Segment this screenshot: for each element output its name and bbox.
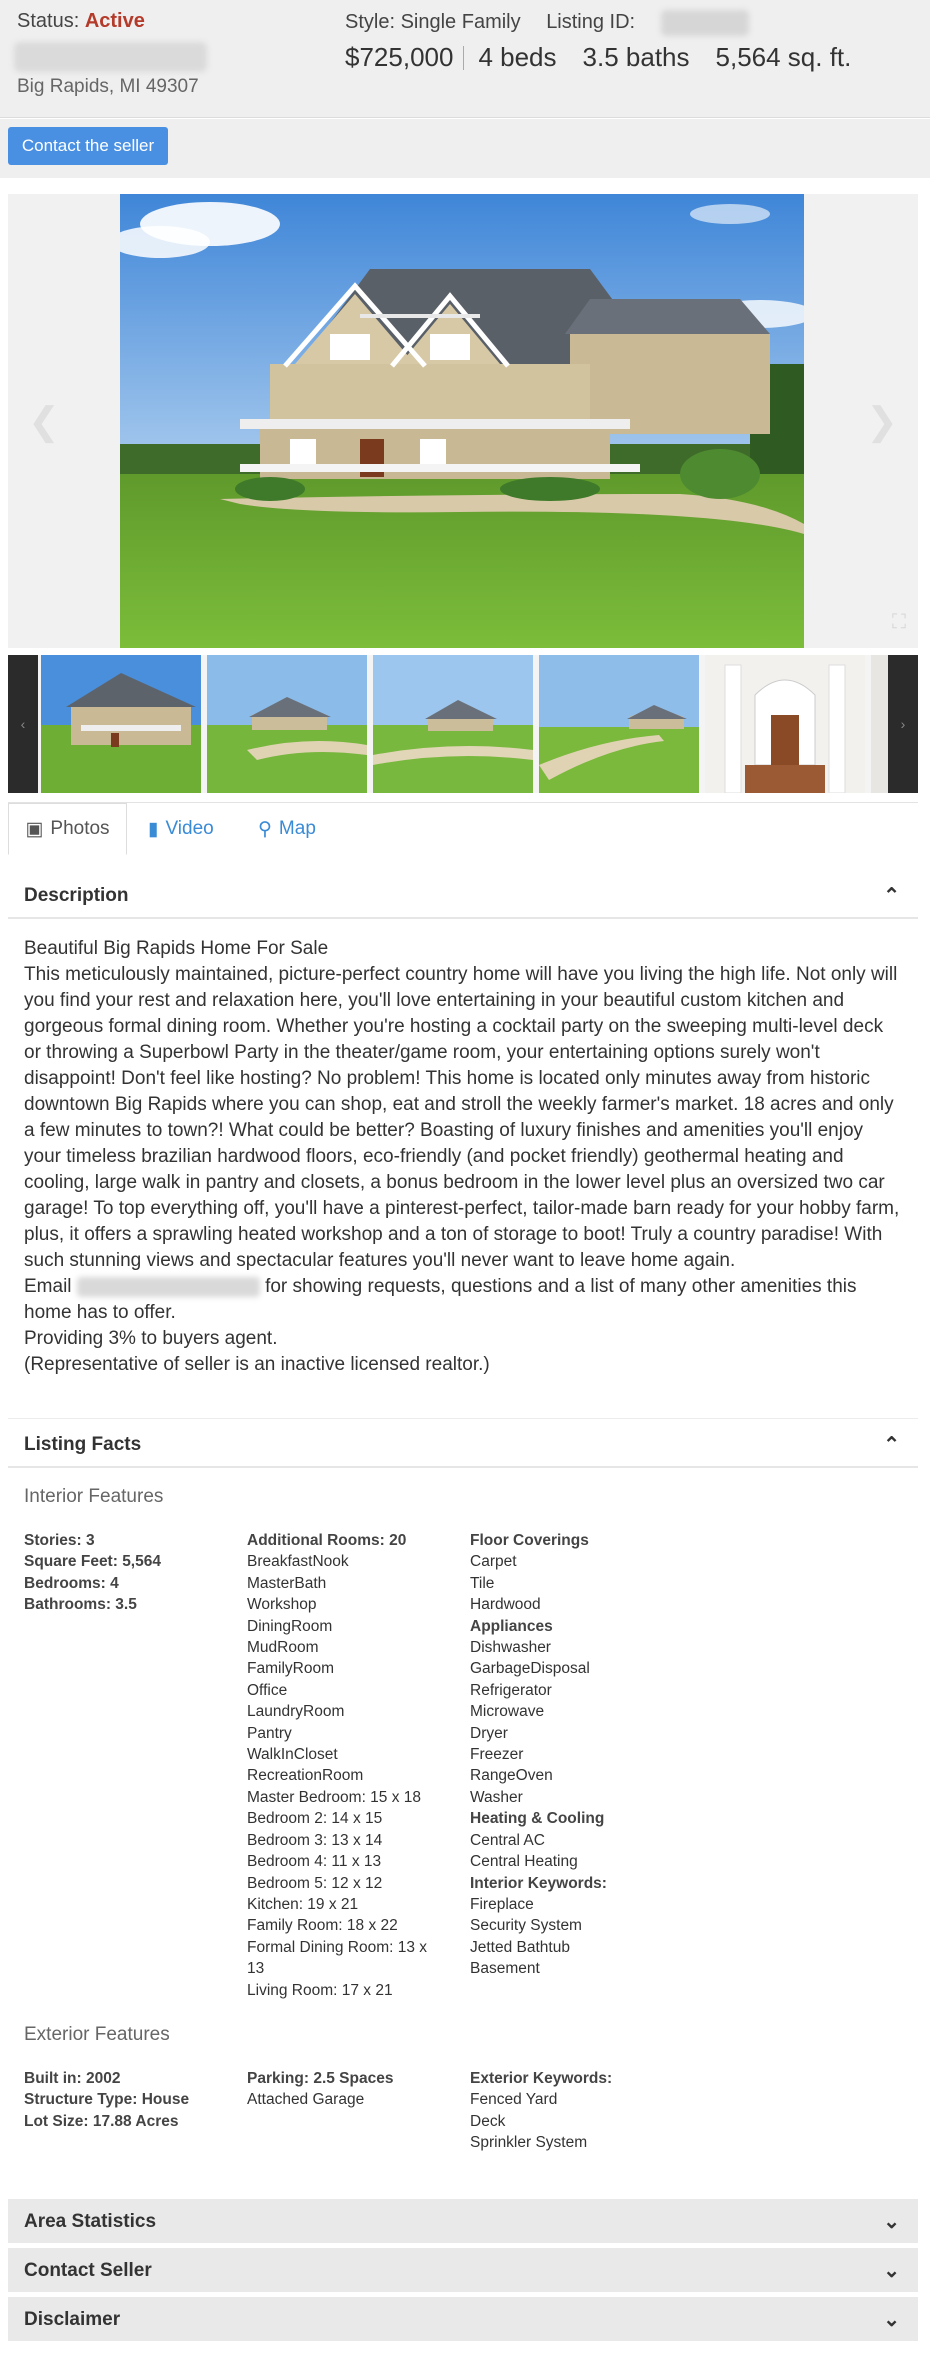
email-suffix: for showing requests, questions and a list of many other amenities this home has to offer.: [24, 1276, 857, 1323]
thumbnail-1[interactable]: [41, 655, 201, 793]
thumbnail-4[interactable]: [539, 655, 699, 793]
status-label: Status:: [17, 10, 80, 32]
appliance-item: Freezer: [470, 1746, 524, 1764]
description-body: [24, 936, 904, 1378]
interior-keyword-item: Jetted Bathtub: [470, 1938, 570, 1956]
status-value: Active: [84, 10, 145, 32]
section-title: Description: [24, 885, 129, 906]
appliance-item: RangeOven: [470, 1767, 553, 1785]
contact-seller-header[interactable]: [8, 2248, 918, 2292]
chevron-up-icon[interactable]: ⌃: [883, 1434, 900, 1456]
built-in: Built in: 2002: [24, 2070, 121, 2087]
floor-item: Carpet: [470, 1553, 517, 1571]
floor-item: Hardwood: [470, 1596, 541, 1614]
fullscreen-icon[interactable]: ⛶: [892, 611, 906, 633]
thumbnail-strip: [8, 655, 918, 793]
city-line: Big Rapids, MI 49307: [17, 76, 199, 97]
appliance-item: Washer: [470, 1788, 523, 1806]
bedrooms: Bedrooms: 4: [24, 1574, 119, 1592]
stories: Stories: 3: [24, 1532, 95, 1549]
contact-seller-button[interactable]: Contact the seller: [8, 127, 168, 165]
heating-cooling-item: Central Heating: [470, 1853, 578, 1871]
room-item: Workshop: [247, 1596, 317, 1614]
room-item: 13: [247, 1960, 265, 1978]
thumbnail-5[interactable]: [705, 655, 865, 793]
room-item: Bedroom 2: 14 x 15: [247, 1810, 383, 1828]
room-item: Bedroom 5: 12 x 12: [247, 1874, 383, 1892]
bathrooms: Bathrooms: 3.5: [24, 1596, 137, 1614]
room-item: Office: [247, 1681, 288, 1699]
square-feet: Square Feet: 5,564: [24, 1553, 161, 1571]
appliance-item: GarbageDisposal: [470, 1660, 590, 1678]
price: $725,000: [345, 42, 454, 72]
tab-video[interactable]: [148, 803, 214, 855]
status: [17, 10, 145, 33]
tab-video-label: Video: [165, 818, 214, 839]
room-item: Pantry: [247, 1724, 292, 1742]
thumbnail-image: [373, 655, 533, 793]
thumbnail-image: [207, 655, 367, 793]
tab-photos[interactable]: [8, 803, 127, 855]
tab-photos-label: Photos: [50, 818, 110, 839]
listing-facts-header[interactable]: [8, 1422, 918, 1468]
structure-type: Structure Type: House: [24, 2091, 190, 2109]
room-item: Bedroom 3: 13 x 14: [247, 1831, 383, 1849]
room-item: MasterBath: [247, 1574, 327, 1592]
disclaimer-header[interactable]: [8, 2297, 918, 2341]
room-item: Formal Dining Room: 13 x: [247, 1938, 428, 1956]
representative-line: (Representative of seller is an inactive licensed realtor.): [24, 1354, 490, 1375]
interior-keyword-item: Fireplace: [470, 1895, 534, 1913]
house-photo: [120, 194, 804, 648]
room-item: Living Room: 17 x 21: [247, 1981, 393, 1999]
appliance-item: Microwave: [470, 1703, 545, 1721]
room-item: DiningRoom: [247, 1617, 333, 1635]
room-item: BreakfastNook: [247, 1553, 349, 1571]
interior-features-heading: Interior Features: [24, 1486, 164, 1507]
tab-map[interactable]: [258, 803, 316, 855]
description-email-line: [24, 1274, 904, 1326]
exterior-keyword-item: Sprinkler System: [470, 2134, 588, 2152]
floor-coverings-heading: Floor Coverings: [470, 1532, 589, 1549]
interior-keywords-heading: Interior Keywords:: [470, 1874, 607, 1892]
lot-size: Lot Size: 17.88 Acres: [24, 2112, 179, 2130]
exterior-keywords: [470, 2068, 612, 2154]
redacted-address: [14, 42, 207, 72]
interior-details: [470, 1530, 607, 1980]
parking-item: Attached Garage: [247, 2091, 365, 2109]
interior-basics: [24, 1530, 161, 1616]
exterior-keyword-item: Fenced Yard: [470, 2091, 558, 2109]
appliance-item: Dishwasher: [470, 1639, 551, 1657]
previous-photo-arrow-icon[interactable]: ❮: [28, 401, 60, 443]
buyers-agent-line: Providing 3% to buyers agent.: [24, 1328, 278, 1349]
listing-id-label: Listing ID:: [546, 11, 636, 34]
room-item: LaundryRoom: [247, 1703, 345, 1721]
thumbnail-image: [41, 655, 201, 793]
exterior-keyword-item: Deck: [470, 2112, 506, 2130]
section-divider: [8, 1418, 918, 1419]
listing-header: [0, 0, 930, 118]
media-tabs: [8, 802, 918, 854]
parking-heading: Parking: 2.5 Spaces: [247, 2070, 394, 2087]
room-item: FamilyRoom: [247, 1660, 334, 1678]
image-icon: ▣: [25, 818, 44, 840]
email-prefix: Email: [24, 1276, 72, 1297]
section-title: Contact Seller: [24, 2260, 152, 2281]
interior-keyword-item: Security System: [470, 1917, 582, 1935]
baths: 3.5 baths: [582, 42, 690, 72]
description-title: Beautiful Big Rapids Home For Sale: [24, 938, 329, 959]
room-item: WalkInCloset: [247, 1746, 338, 1764]
thumbnail-2[interactable]: [207, 655, 367, 793]
thumbnail-image: [539, 655, 699, 793]
square-feet: 5,564 sq. ft.: [715, 42, 852, 72]
chevron-down-icon[interactable]: ⌄: [883, 2260, 900, 2282]
room-item: RecreationRoom: [247, 1767, 364, 1785]
section-title: Disclaimer: [24, 2309, 121, 2330]
heating-cooling-item: Central AC: [470, 1831, 545, 1849]
meta-line: [345, 10, 769, 36]
section-title: Area Statistics: [24, 2211, 157, 2232]
heating-cooling-heading: Heating & Cooling: [470, 1810, 605, 1828]
chevron-down-icon[interactable]: ⌄: [883, 2211, 900, 2233]
additional-rooms-heading: Additional Rooms: 20: [247, 1532, 407, 1549]
exterior-keywords-heading: Exterior Keywords:: [470, 2070, 613, 2087]
thumbnail-3[interactable]: [373, 655, 533, 793]
room-item: Master Bedroom: 15 x 18: [247, 1788, 422, 1806]
chevron-down-icon[interactable]: ⌄: [883, 2309, 900, 2331]
redacted-listing-id: [661, 10, 749, 36]
next-photo-arrow-icon[interactable]: ❯: [866, 401, 898, 443]
exterior-basics: [24, 2068, 189, 2132]
area-statistics-header[interactable]: [8, 2199, 918, 2243]
appliances-heading: Appliances: [470, 1617, 553, 1635]
chevron-up-icon[interactable]: ⌃: [883, 885, 900, 907]
interior-keyword-item: Basement: [470, 1960, 540, 1978]
beds: 4 beds: [478, 42, 557, 72]
tab-map-label: Map: [278, 818, 316, 839]
thumbnail-image: [705, 655, 865, 793]
contact-bar: [0, 119, 930, 178]
style-text: Style: Single Family: [345, 11, 521, 34]
parking: [247, 2068, 393, 2111]
photo-gallery: [8, 194, 918, 648]
floor-item: Tile: [470, 1574, 495, 1592]
thumbnail-prev-icon[interactable]: ‹: [8, 655, 38, 793]
redacted-email: [77, 1277, 260, 1297]
room-item: Bedroom 4: 11 x 13: [247, 1853, 382, 1871]
thumbnail-image: [871, 655, 888, 793]
room-item: Family Room: 18 x 22: [247, 1917, 398, 1935]
room-item: Kitchen: 19 x 21: [247, 1895, 359, 1913]
description-text: This meticulously maintained, picture-perfect country home will have you living the high life. Not only will you find your rest and relaxation here, you'll love entertaining in your beautiful custom kitchen and gorgeous formal dining room. Whether you're hosting a cocktail party on the sweeping multi-level deck or throwing a Superbowl Party in the theater/game room, your entertaining options surely won't disappoint! Don't feel like hosting? No problem! This home is located only minutes away from historic downtown Big Rapids where you can shop, eat and stroll the weekly farmer's market. 18 acres and only a few minutes to town?! What could be better? Boasting of luxury finishes and amenities you'll enjoy your timeless brazilian hardwood floors, eco-friendly (and pocket friendly) geothermal heating and cooling, large walk in pantry and closets, a bonus bedroom in the lower level plus an oversized two car garage! To top everything off, you'll have a pinterest-perfect, tailor-made barn ready for your hobby farm, plus, it offers a sprawling heated workshop and a ton of storage to boot! Truly a country paradise! With such stunning views and spectacular features you'll never want to leave home again.: [24, 964, 900, 1271]
map-marker-icon: ⚲: [258, 818, 272, 840]
main-photo[interactable]: [120, 194, 804, 648]
room-item: MudRoom: [247, 1639, 319, 1657]
facts-divider: [463, 46, 464, 70]
thumbnail-next-icon[interactable]: ›: [888, 655, 918, 793]
appliance-item: Refrigerator: [470, 1681, 552, 1699]
key-facts: [345, 42, 877, 73]
appliance-item: Dryer: [470, 1724, 508, 1742]
video-camera-icon: ▮: [148, 818, 159, 840]
additional-rooms: [247, 1530, 447, 2001]
thumbnail-6-partial[interactable]: [871, 655, 888, 793]
description-header[interactable]: [8, 873, 918, 919]
exterior-features-heading: Exterior Features: [24, 2024, 170, 2045]
section-title: Listing Facts: [24, 1434, 142, 1455]
